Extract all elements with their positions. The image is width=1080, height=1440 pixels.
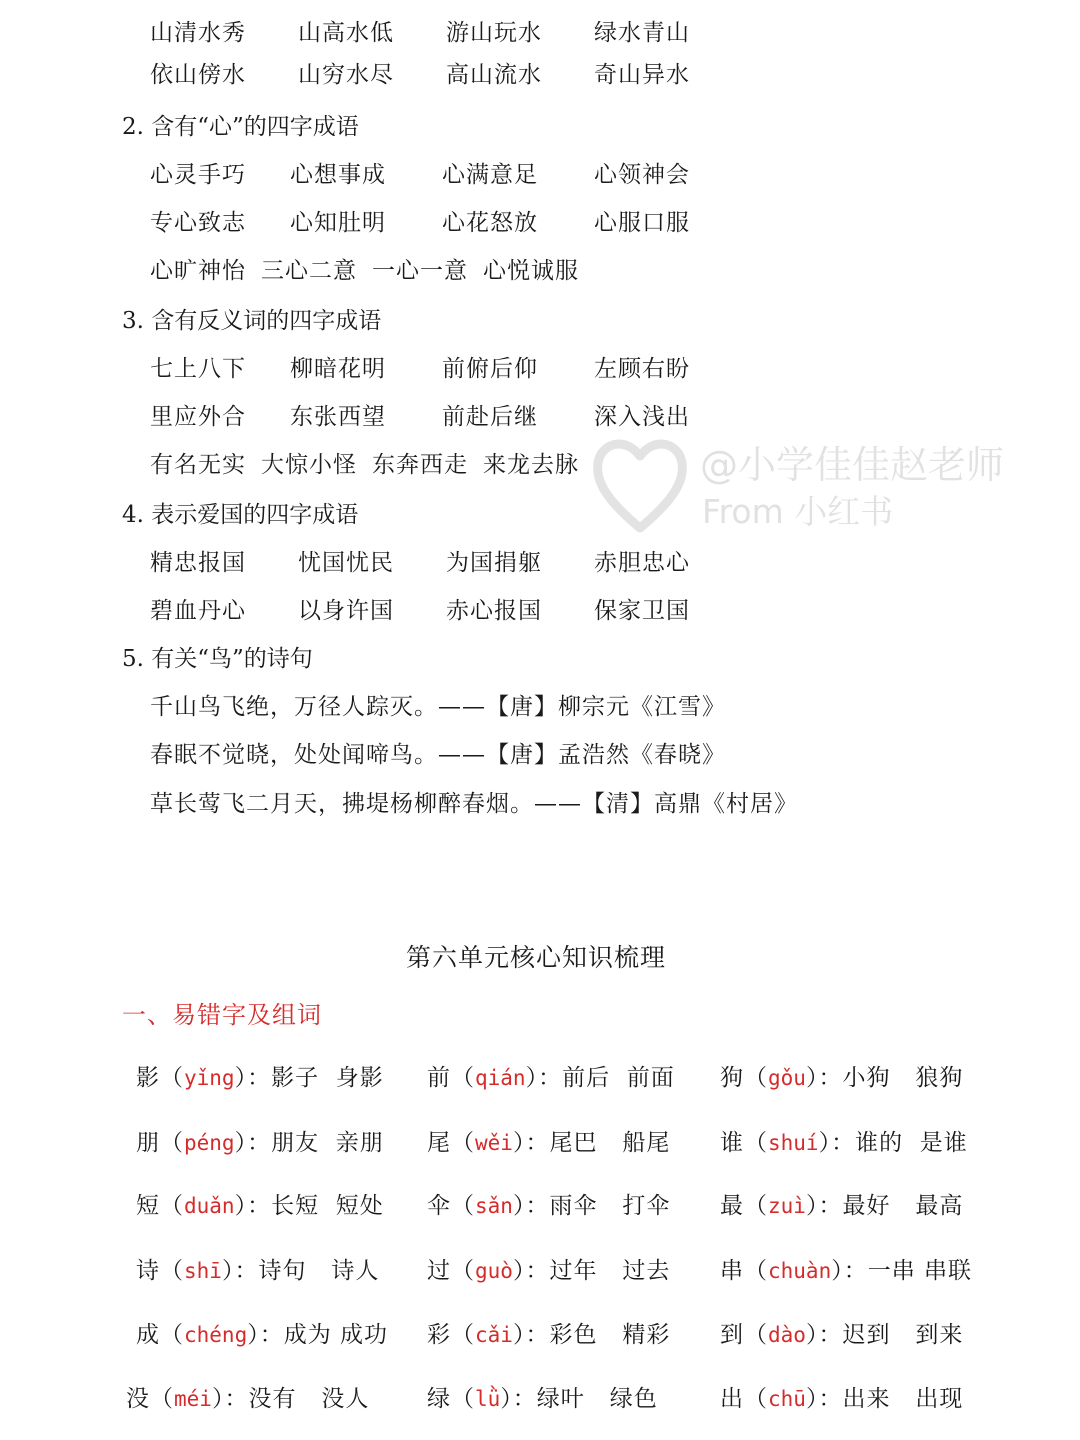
- section-heading: 4. 表示爱国的四字成语: [122, 502, 359, 528]
- pinyin: yǐng: [184, 1066, 235, 1090]
- pinyin: gǒu: [768, 1066, 806, 1090]
- char: 前: [427, 1065, 451, 1091]
- section-heading: 2. 含有“心”的四字成语: [122, 114, 359, 140]
- words: 雨伞 打伞: [549, 1193, 671, 1219]
- pinyin: méi: [174, 1387, 212, 1411]
- bracket-close: ）：: [247, 1322, 284, 1348]
- bracket-open: （: [744, 1130, 768, 1156]
- bracket-close: ）：: [805, 1386, 843, 1412]
- pinyin: lǜ: [475, 1387, 501, 1411]
- char-entry: [720, 1063, 963, 1093]
- bracket-close: ）：: [805, 1193, 843, 1219]
- char: 绿: [427, 1386, 451, 1412]
- char: 尾: [427, 1130, 451, 1156]
- idiom: 心旷神怡: [150, 258, 246, 284]
- words: 影子 身影: [271, 1065, 384, 1091]
- char-entry: [136, 1063, 384, 1093]
- idiom: 依山傍水: [150, 62, 246, 88]
- bracket-open: （: [744, 1193, 768, 1219]
- bracket-close: ）：: [234, 1193, 272, 1219]
- char-entry: [136, 1191, 384, 1221]
- pinyin: duǎn: [184, 1194, 235, 1218]
- char-entry: [720, 1128, 968, 1158]
- words: 过年 过去: [549, 1258, 671, 1284]
- words: 诗句 诗人: [258, 1258, 380, 1284]
- idiom: 以身许国: [298, 598, 394, 624]
- bracket-close: ）：: [831, 1258, 868, 1284]
- char-entry: [427, 1256, 670, 1286]
- bracket-open: （: [451, 1065, 475, 1091]
- idiom: 柳暗花明: [290, 356, 386, 382]
- pinyin: qián: [475, 1066, 526, 1090]
- idiom: 心想事成: [290, 162, 386, 188]
- idiom: 三心二意: [261, 258, 357, 284]
- idiom: 来龙去脉: [483, 452, 579, 478]
- idiom: 赤胆忠心: [594, 550, 690, 576]
- char: 最: [720, 1193, 744, 1219]
- char-entry: [136, 1128, 384, 1158]
- idiom: 山清水秀: [150, 20, 246, 46]
- words: 朋友 亲朋: [271, 1130, 384, 1156]
- bracket-open: （: [451, 1130, 475, 1156]
- poem-line: 春眠不觉晓，处处闻啼鸟。——【唐】孟浩然《春晓》: [150, 742, 726, 768]
- pinyin: shuí: [768, 1131, 819, 1155]
- unit-title: 第六单元核心知识梳理: [406, 943, 667, 972]
- words: 迟到 到来: [842, 1322, 964, 1348]
- bracket-open: （: [451, 1258, 475, 1284]
- bracket-open: （: [160, 1065, 184, 1091]
- char: 伞: [427, 1193, 451, 1219]
- pinyin: shī: [184, 1259, 222, 1283]
- heart-logo-icon: [590, 428, 690, 538]
- section-heading: 5. 有关“鸟”的诗句: [122, 646, 313, 672]
- pinyin: dào: [768, 1323, 806, 1347]
- idiom: 精忠报国: [150, 550, 246, 576]
- char: 到: [720, 1322, 744, 1348]
- char-entry: [427, 1320, 670, 1350]
- char-entry: [720, 1384, 963, 1414]
- char-entry: [720, 1191, 963, 1221]
- bracket-open: （: [451, 1322, 475, 1348]
- bracket-close: ）：: [525, 1065, 563, 1091]
- idiom: 山高水低: [298, 20, 394, 46]
- char: 彩: [427, 1322, 451, 1348]
- bracket-close: ）：: [234, 1065, 272, 1091]
- bracket-open: （: [451, 1386, 475, 1412]
- words: 尾巴 船尾: [549, 1130, 671, 1156]
- bracket-close: ）：: [805, 1322, 843, 1348]
- idiom: 专心致志: [150, 210, 246, 236]
- idiom: 保家卫国: [594, 598, 690, 624]
- bracket-open: （: [160, 1258, 184, 1284]
- char-entry: [136, 1320, 388, 1350]
- char-entry: [427, 1384, 658, 1414]
- idiom: 心领神会: [594, 162, 690, 188]
- idiom: 前俯后仰: [442, 356, 538, 382]
- char: 短: [136, 1193, 160, 1219]
- char: 出: [720, 1386, 744, 1412]
- words: 前后 前面: [562, 1065, 675, 1091]
- idiom: 奇山异水: [594, 62, 690, 88]
- idiom: 一心一意: [372, 258, 468, 284]
- words: 绿叶 绿色: [536, 1386, 658, 1412]
- idiom: 里应外合: [150, 404, 246, 430]
- idiom: 左顾右盼: [594, 356, 690, 382]
- char: 没: [126, 1386, 150, 1412]
- words: 最好 最高: [842, 1193, 964, 1219]
- idiom: 山穷水尽: [298, 62, 394, 88]
- char: 影: [136, 1065, 160, 1091]
- idiom: 前赴后继: [442, 404, 538, 430]
- idiom: 碧血丹心: [150, 598, 246, 624]
- pinyin: sǎn: [475, 1194, 513, 1218]
- idiom: 东奔西走: [372, 452, 468, 478]
- bracket-open: （: [744, 1322, 768, 1348]
- poem-line: 草长莺飞二月天，拂堤杨柳醉春烟。——【清】高鼎《村居》: [150, 791, 798, 817]
- words: 彩色 精彩: [549, 1322, 671, 1348]
- pinyin: chéng: [184, 1323, 248, 1347]
- bracket-open: （: [160, 1322, 184, 1348]
- bracket-open: （: [744, 1065, 768, 1091]
- idiom: 七上八下: [150, 356, 246, 382]
- char: 狗: [720, 1065, 744, 1091]
- section-heading: 3. 含有反义词的四字成语: [122, 308, 382, 334]
- words: 没有 没人: [248, 1386, 370, 1412]
- pinyin: wěi: [475, 1131, 513, 1155]
- bracket-open: （: [451, 1193, 475, 1219]
- section-one-title: 一、易错字及组词: [122, 1001, 322, 1029]
- pinyin: guò: [475, 1259, 513, 1283]
- bracket-open: （: [744, 1386, 768, 1412]
- idiom: 心知肚明: [290, 210, 386, 236]
- char-entry: [720, 1320, 963, 1350]
- words: 长短 短处: [271, 1193, 384, 1219]
- char: 串: [720, 1258, 744, 1284]
- pinyin: chū: [768, 1387, 806, 1411]
- bracket-close: ）：: [512, 1130, 550, 1156]
- idiom: 心悦诚服: [483, 258, 579, 284]
- words: 谁的 是谁: [855, 1130, 968, 1156]
- bracket-close: ）：: [512, 1193, 550, 1219]
- words: 一串 串联: [867, 1258, 973, 1284]
- bracket-open: （: [150, 1386, 174, 1412]
- char: 朋: [136, 1130, 160, 1156]
- bracket-close: ）：: [512, 1322, 550, 1348]
- words: 出来 出现: [842, 1386, 964, 1412]
- idiom: 心服口服: [594, 210, 690, 236]
- idiom: 心满意足: [442, 162, 538, 188]
- idiom: 为国捐躯: [446, 550, 542, 576]
- idiom: 心灵手巧: [150, 162, 246, 188]
- bracket-open: （: [160, 1130, 184, 1156]
- char-entry: [126, 1384, 369, 1414]
- pinyin: péng: [184, 1131, 235, 1155]
- watermark-handle: @小学佳佳赵老师: [700, 443, 1005, 487]
- bracket-close: ）：: [512, 1258, 550, 1284]
- char: 谁: [720, 1130, 744, 1156]
- bracket-close: ）：: [500, 1386, 537, 1412]
- idiom: 有名无实: [150, 452, 246, 478]
- char: 过: [427, 1258, 451, 1284]
- bracket-close: ）：: [805, 1065, 843, 1091]
- idiom: 忧国忧民: [298, 550, 394, 576]
- char: 诗: [136, 1258, 160, 1284]
- bracket-close: ）：: [221, 1258, 259, 1284]
- bracket-close: ）：: [818, 1130, 856, 1156]
- idiom: 大惊小怪: [261, 452, 357, 478]
- pinyin: chuàn: [768, 1259, 832, 1283]
- char: 成: [136, 1322, 160, 1348]
- char-entry: [427, 1128, 670, 1158]
- idiom: 游山玩水: [446, 20, 542, 46]
- watermark: [590, 428, 1070, 538]
- idiom: 赤心报国: [446, 598, 542, 624]
- watermark-source: From 小红书: [702, 492, 894, 531]
- bracket-close: ）：: [234, 1130, 272, 1156]
- poem-line: 千山鸟飞绝，万径人踪灭。——【唐】柳宗元《江雪》: [150, 694, 726, 720]
- idiom: 绿水青山: [594, 20, 690, 46]
- pinyin: cǎi: [475, 1323, 513, 1347]
- char-entry: [427, 1063, 675, 1093]
- idiom: 深入浅出: [594, 404, 690, 430]
- bracket-open: （: [744, 1258, 768, 1284]
- pinyin: zuì: [768, 1194, 806, 1218]
- char-entry: [427, 1191, 670, 1221]
- bracket-close: ）：: [211, 1386, 249, 1412]
- char-entry: [720, 1256, 972, 1286]
- char-entry: [136, 1256, 379, 1286]
- idiom: 高山流水: [446, 62, 542, 88]
- idiom: 东张西望: [290, 404, 386, 430]
- words: 小狗 狼狗: [842, 1065, 964, 1091]
- idiom: 心花怒放: [442, 210, 538, 236]
- words: 成为 成功: [283, 1322, 389, 1348]
- bracket-open: （: [160, 1193, 184, 1219]
